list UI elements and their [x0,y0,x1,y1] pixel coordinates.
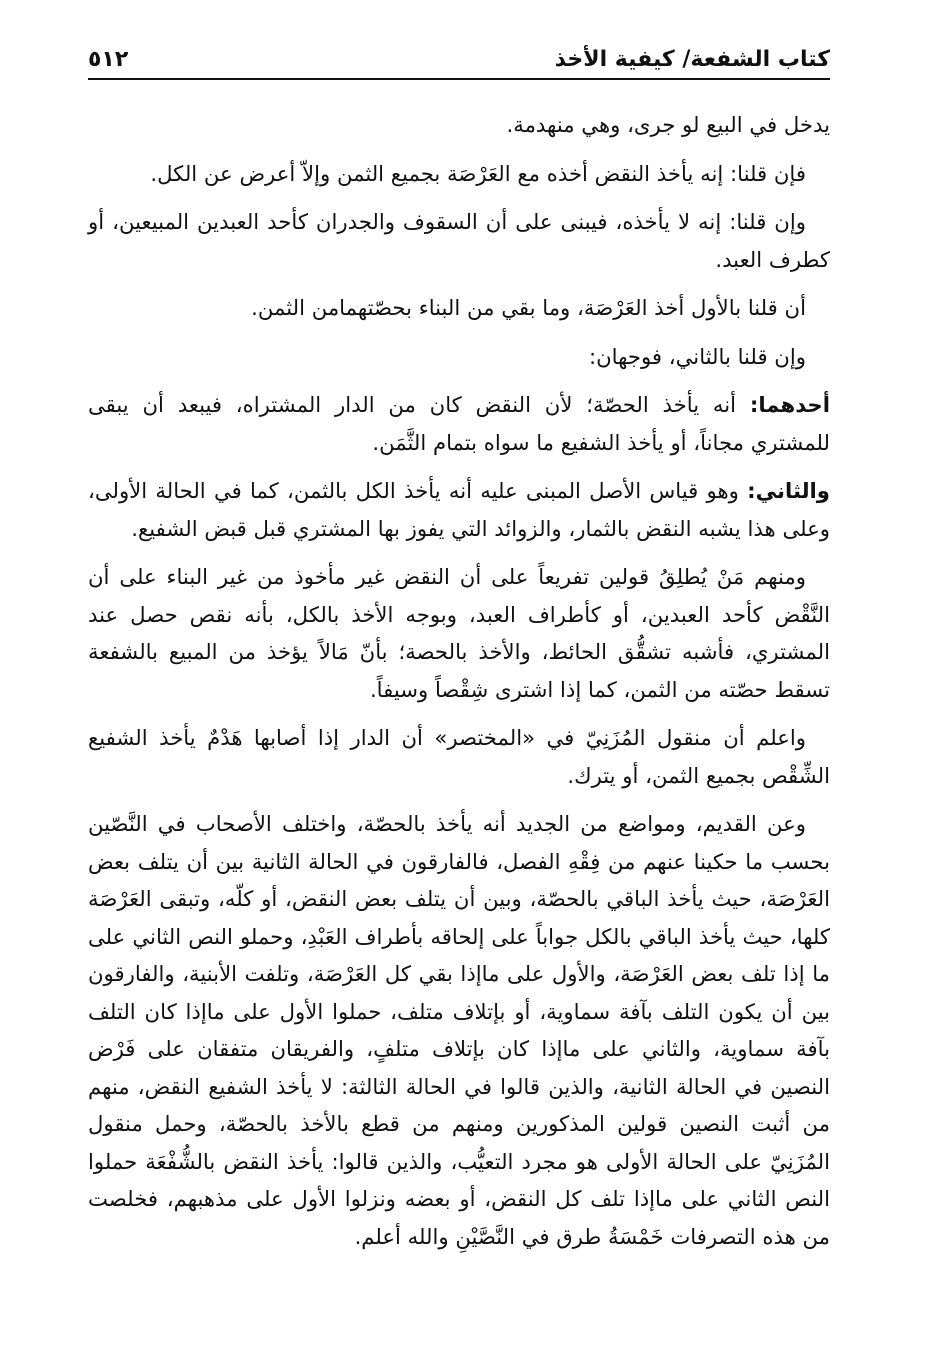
book-page [88,40,830,1340]
paragraph-text: وإن قلنا: إنه لا يأخذه، فيبنى على أن السقوف والجدران كأحد العبدين المبيعين، أو كطرف العبد. [88,209,830,272]
paragraph [88,338,830,376]
paragraph-lead: والثاني: [747,478,830,503]
paragraph [88,719,830,794]
paragraph-text: وعن القديم، ومواضع من الجديد أنه يأخذ بالحصّة، واختلف الأصحاب في النَّصّين بحسب ما حكينا عنهم من فِقْهِ الفصل، فالفارقون في الحالة الثانية بين أن يتلف بعض العَرْصَة، حيث يأخذ الباقي بالحصّة، وبين أن يتلف بعض النقض، أو كلّه، وتبقى العَرْصَة كلها، حيث يأخذ الباقي بالكل جواباً على إلحاقه بأطراف العَبْدِ، وحملو النص الثاني على ما إذا تلف بعض العَرْصَة، والأول على ماإذا بقي كل العَرْصَة، وتلفت الأبنية، والفارقون بين أن يكون التلف بآفة سماوية، أو بإتلاف متلف، حملوا الأول على ماإذا كان التلف بآفة سماوية، والثاني على ماإذا كان بإتلاف متلفٍ، والفريقان متفقان على فَرْض النصين في الحالة الثانية، والذين قالوا في الحالة الثالثة: لا يأخذ الشفيع النقض، منهم من أثبت النصين قولين المذكورين ومنهم من قطع بالأخذ بالحصّة، وحمل منقول المُزَنِيّ على الحالة الأولى هو مجرد التعيُّب، والذين قالوا: يأخذ النقض بالشُّفْعَة حملوا النص الثاني على ماإذا تلف كل النقض، أو بعضه ونزلوا الأول على مذهبهم، فخلصت من هذه التصرفات خَمْسَةُ طرق في النَّصَّيْنِ والله أعلم. [88,811,830,1249]
paragraph [88,203,830,278]
page-body [88,106,830,1266]
paragraph [88,106,830,144]
page-number: ٥١٢ [88,47,129,72]
paragraph-text: يدخل في البيع لو جرى، وهي منهدمة. [506,112,830,137]
running-title: كتاب الشفعة/ كيفية الأخذ [554,47,830,72]
paragraph-text: فإن قلنا: إنه يأخذ النقض أخذه مع العَرْصَة بجميع الثمن وإلاّ أعرض عن الكل. [150,160,806,186]
paragraph-text: وهو قياس الأصل المبنى عليه أنه يأخذ الكل بالثمن، كما في الحالة الأولى، وعلى هذا يشبه النقض بالثمار، والزوائد التي يفوز بها المشتري قبل قبض الشفيع. [88,478,830,541]
paragraph [88,386,830,461]
paragraph-text: ومنهم مَنْ يُطلِقُ قولين تفريعاً على أن النقض غير مأخوذ من غير البناء على أن النَّقْض كأحد العبدين، أو كأطراف العبد، وبوجه الأخذ بالكل، بأنه نقص حصل عند المشتري، فأشبه تشقُّق الحائط، والأخذ بالحصة؛ بأنّ مَالاً يؤخذ من المبيع بالشفعة تسقط حصّته من الثمن، كما إذا اشترى شِقْصاً وسيفاً. [88,564,830,702]
paragraph [88,289,830,327]
page-header [88,40,830,80]
paragraph [88,558,830,708]
paragraph [88,472,830,547]
paragraph-text: واعلم أن منقول المُزَنِيّ في «المختصر» أن الدار إذا أصابها هَدْمٌ يأخذ الشفيع الشِّقْص بجميع الثمن، أو يترك. [88,725,830,788]
paragraph-text: أنه يأخذ الحصّة؛ لأن النقض كان من الدار المشتراه، فيبعد أن يبقى للمشتري مجاناً، أو يأخذ الشفيع ما سواه بتمام الثَّمَن. [88,392,830,455]
paragraph-text: أن قلنا بالأول أخذ العَرْصَة، وما بقي من البناء بحصّتهمامن الثمن. [251,295,806,320]
paragraph-text: وإن قلنا بالثاني، فوجهان: [588,343,806,369]
paragraph-lead: أحدهما: [749,392,830,417]
paragraph [88,155,830,193]
paragraph [88,805,830,1255]
